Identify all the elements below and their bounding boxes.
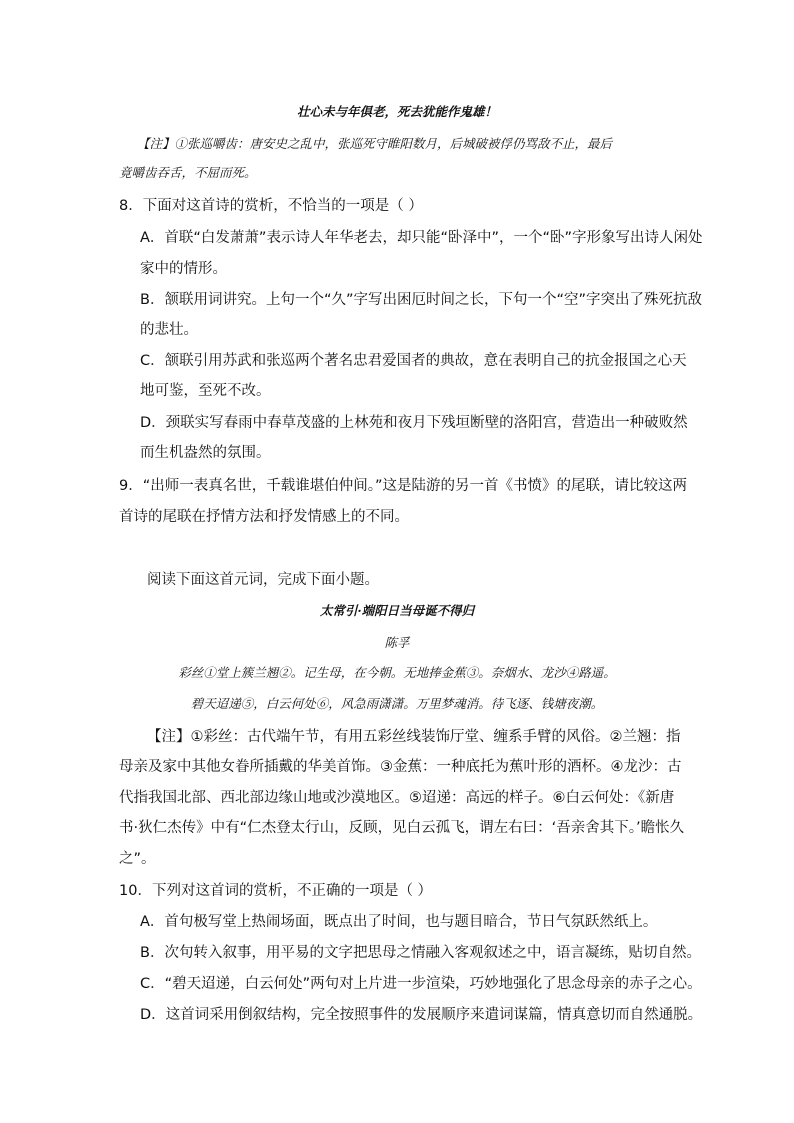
q8-option-d-line-2: 而生机盎然的氛围。 [140, 445, 271, 461]
notes-line-5: 之”。 [119, 851, 156, 867]
question-9-line-2: 首诗的尾联在抒情方法和抒发情感上的不同。 [119, 509, 409, 525]
notes-line-1: 【注】①彩丝：古代端午节，有用五彩丝线装饰厅堂、缠系手臂的风俗。②兰翘：指 [147, 729, 681, 745]
q10-option-d: D．这首词采用倒叙结构，完全按照事件的发展顺序来遣词谋篇，情真意切而自然通脱。 [140, 1007, 703, 1023]
poem-author: 陈孚 [384, 635, 410, 650]
q8-option-b-line-2: 的悲壮。 [140, 322, 198, 338]
poem-line-2: 碧天迢递⑤，白云何处⑥，风急雨潇潇。万里梦魂消。待飞逐、钱塘夜潮。 [190, 696, 604, 711]
poem-title: 太常引·端阳日当母诞不得归 [319, 603, 475, 618]
q8-option-c-line-1: C．颔联引用苏武和张巡两个著名忠君爱国者的典故，意在表明自己的抗金报国之心天 [140, 353, 687, 369]
poem-note-line-1: 【注】①张巡嚼齿：唐安史之乱中，张巡死守睢阳数月，后城破被俘仍骂敌不止，最后 [137, 136, 613, 151]
q8-option-a-line-1: A．首联“白发萧萧”表示诗人年华老去，却只能“卧泽中”，一个“卧”字形象写出诗人闲处 [140, 230, 703, 246]
q8-option-a-line-2: 家中的情形。 [140, 261, 227, 277]
question-8-stem: 8．下面对这首诗的赏析，不恰当的一项是（ ） [119, 198, 423, 214]
reading-intro: 阅读下面这首元词，完成下面小题。 [147, 572, 379, 588]
notes-line-2: 母亲及家中其他女眷所插戴的华美首饰。③金蕉：一种底托为蕉叶形的酒杯。④龙沙：古 [119, 759, 682, 775]
q10-option-a: A．首句极写堂上热闹场面，既点出了时间，也与题目暗合，节日气氛跃然纸上。 [140, 914, 658, 930]
q10-option-b: B．次句转入叙事，用平易的文字把思母之情融入客观叙述之中，语言凝练，贴切自然。 [140, 945, 701, 961]
question-10-stem: 10．下列对这首词的赏析，不正确的一项是（ ） [119, 883, 433, 899]
poem-note-line-2: 竟嚼齿吞舌，不屈而死。 [119, 165, 257, 180]
poem-last-line: 壮心未与年俱老，死去犹能作鬼雄！ [296, 104, 497, 119]
notes-line-3: 代指我国北部、西北部边缘山地或沙漠地区。⑤迢递：高远的样子。⑥白云何处：《新唐 [119, 790, 675, 806]
notes-line-4: 书·狄仁杰传》中有“仁杰登太行山，反顾，见白云孤飞，谓左右曰：‘吾亲舍其下。’瞻怅久 [119, 820, 685, 836]
q8-option-b-line-1: B．颔联用词讲究。上句一个“久”字写出困厄时间之长，下句一个“空”字突出了殊死抗敌 [140, 292, 702, 308]
q10-option-c: C．“碧天迢递，白云何处”两句对上片进一步渲染，巧妙地强化了思念母亲的赤子之心。 [140, 976, 702, 992]
q8-option-d-line-1: D．颈联实写春雨中春草茂盛的上林苑和夜月下残垣断壁的洛阳宫，营造出一种破败然 [140, 415, 688, 431]
poem-line-1: 彩丝①堂上簇兰翘②。记生母，在今朝。无地捧金蕉③。奈烟水、龙沙④路遥。 [178, 665, 616, 680]
question-9-line-1: 9．“出师一表真名世，千载谁堪伯仲间。”这是陆游的另一首《书愤》的尾联，请比较这两 [119, 478, 687, 494]
q8-option-c-line-2: 地可鉴，至死不改。 [140, 383, 271, 399]
